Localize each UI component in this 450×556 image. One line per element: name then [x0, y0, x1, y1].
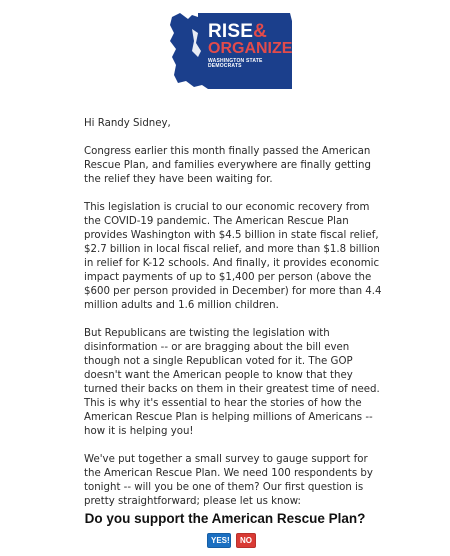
- yes-button[interactable]: YES!: [207, 533, 231, 548]
- logo-subtitle: WASHINGTON STATE DEMOCRATS: [208, 58, 263, 69]
- no-button[interactable]: NO: [236, 533, 256, 548]
- email-paragraph-3: But Republicans are twisting the legislation with disinformation -- or are bragging about the bill even though not a single Republican voted for it. The GOP doesn't want the American people to know that they turned their backs on them in their greatest time of need. This is why it's essential to hear the stories of how the American Rescue Plan is helping millions of Americans -- how it is helping you!: [84, 328, 380, 437]
- logo-organize-text: ORGANIZE: [208, 40, 293, 57]
- survey-question: Do you support the American Rescue Plan?: [84, 511, 366, 526]
- email-body: [84, 117, 384, 523]
- rise-organize-logo: [168, 11, 294, 91]
- email-greeting: Hi Randy Sidney,: [84, 118, 171, 129]
- email-paragraph-2: This legislation is crucial to our economic recovery from the COVID-19 pandemic. The American Rescue Plan provides Washington with $4.5 billion in state fiscal relief, $2.7 billion in local fiscal relief, and more than $1.8 billion in relief for K-12 schools. And finally, it provides economic impact payments of up to $1,400 per person (above the $600 per person provided in December) for more than 4.4 million adults and 1.6 million children.: [84, 202, 382, 311]
- logo-rise-text: RISE&: [208, 21, 268, 42]
- survey-answer-buttons: [207, 533, 256, 548]
- email-paragraph-1: Congress earlier this month finally passed the American Rescue Plan, and families everywhere are finally getting the relief they have been waiting for.: [84, 146, 371, 185]
- email-paragraph-4: We've put together a small survey to gauge support for the American Rescue Plan. We need 100 respondents by tonight -- will you be one of them? Our first question is pretty straightforward; please let us know:: [84, 454, 373, 507]
